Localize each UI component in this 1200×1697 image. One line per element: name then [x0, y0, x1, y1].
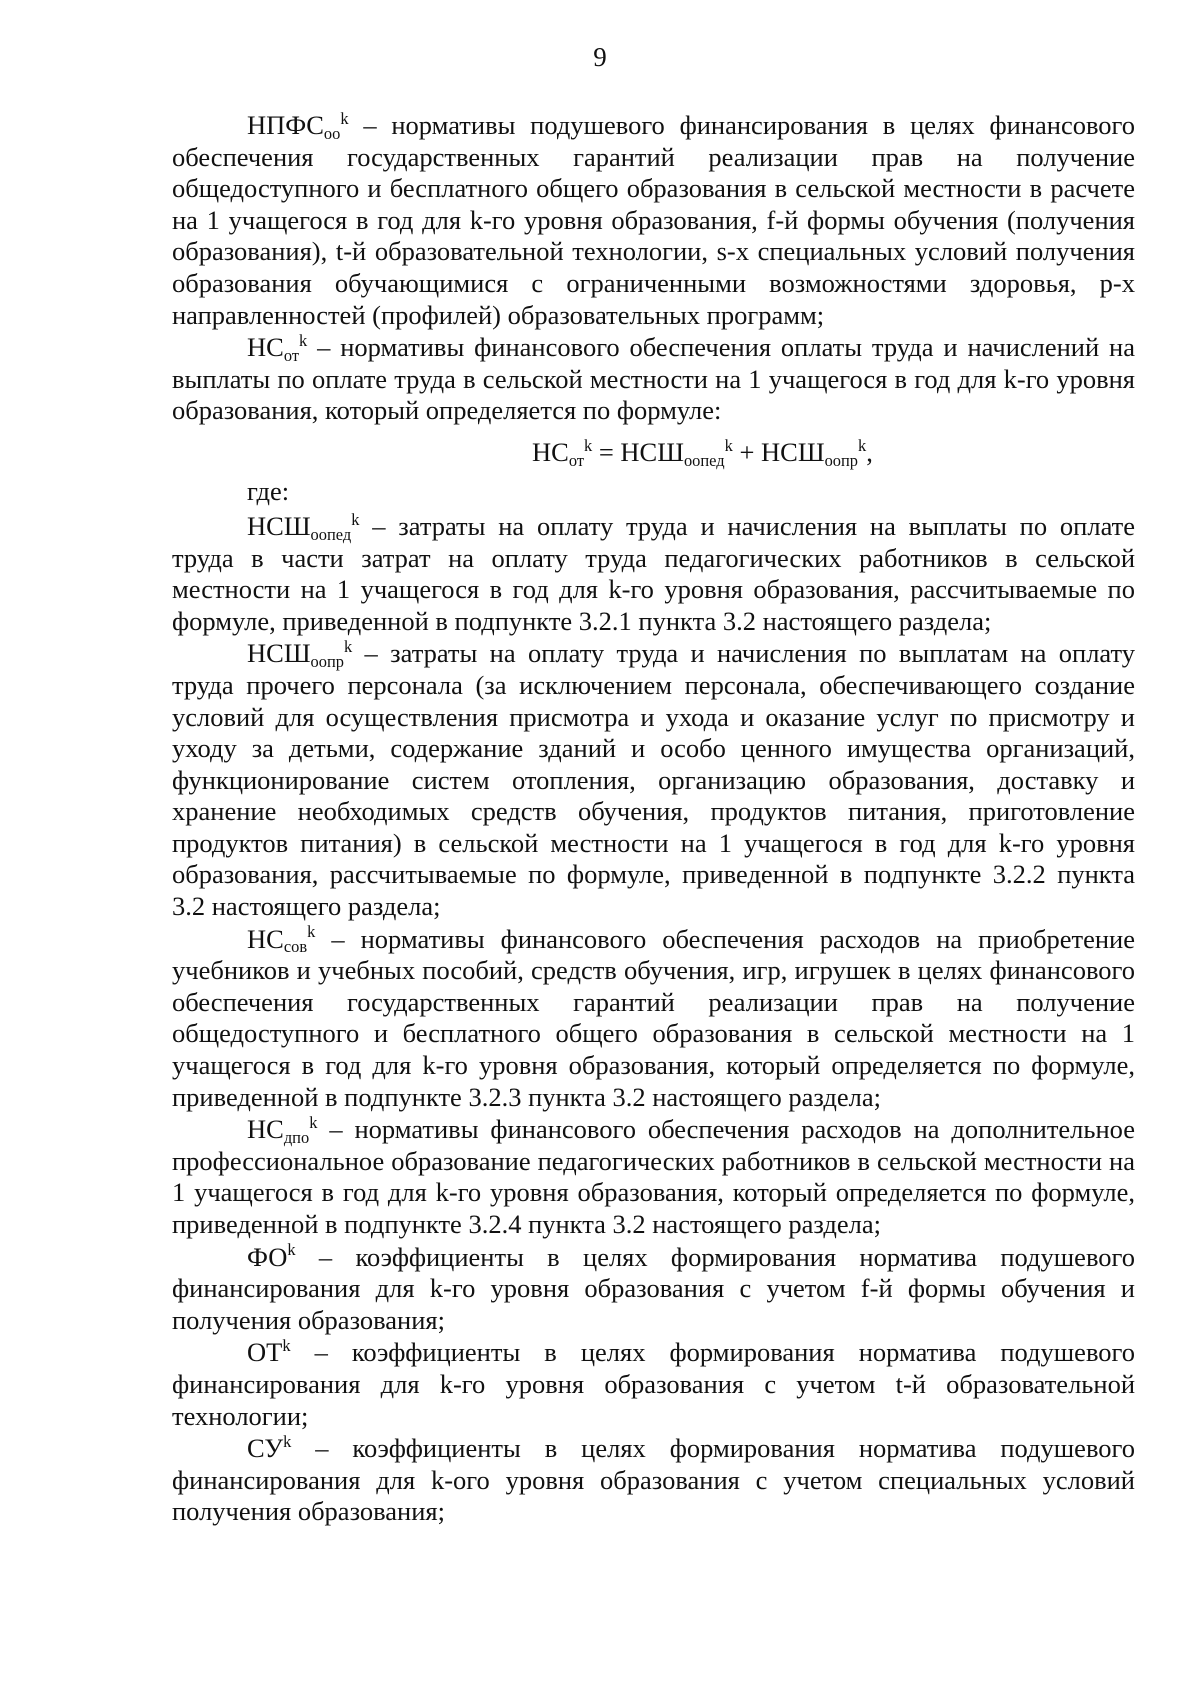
- term-subscript: сов: [283, 937, 308, 957]
- term-ns-ot: [247, 330, 308, 365]
- term-base: НС: [247, 1114, 284, 1145]
- where-label: где:: [247, 475, 290, 506]
- term-subscript: оопед: [310, 524, 352, 544]
- formula-term2-subscript: оопр: [824, 450, 858, 470]
- term-superscript: k: [343, 637, 353, 657]
- definition-text: – затраты на оплату труда и начисления на выплаты по оплате труда в части затрат на оплату труда педагогических работников в сельской местности на 1 учащегося в год для k-го уровня образования, рассчитываемые по формуле, приведенной в подпункте 3.2.1 пункта 3.2 настоящего раздела;: [172, 510, 1135, 636]
- term-superscript: k: [351, 509, 360, 529]
- term-base: НС: [247, 923, 284, 954]
- definition-ns-sov: [172, 924, 1135, 1114]
- term-superscript: k: [299, 330, 308, 350]
- term-superscript: k: [287, 1240, 296, 1260]
- definition-text: – коэффициенты в целях формирования норматива подушевого финансирования для k-го уровня образования с учетом f-й формы обучения и получения образования;: [172, 1241, 1135, 1335]
- formula-term1-subscript: оопед: [683, 450, 725, 470]
- term-superscript: k: [282, 1336, 291, 1356]
- term-fo: [247, 1242, 296, 1272]
- formula-term1-superscript: k: [724, 435, 733, 455]
- definition-fo: [172, 1242, 1135, 1337]
- term-subscript: от: [283, 345, 299, 365]
- definition-text: – нормативы финансового обеспечения оплаты труда и начислений на выплаты по оплате труда в сельской местности на 1 учащегося в год для k-го уровня образования, который определяется по формуле:: [172, 332, 1135, 426]
- formula-term2-superscript: k: [858, 435, 867, 455]
- definition-nssh-ooped: [172, 511, 1135, 637]
- definition-text: – затраты на оплату труда и начисления по выплатам на оплату труда прочего персонала (за исключением персонала, обеспечивающего создание условий для осуществления присмотра и ухода и оказание услуг по присмотру и уходу за детьми, содержание зданий и особо ценного имущества организаций, функционирование систем отопления, организацию образования, доставку и хранение необходимых средств обучения, продуктов питания, приготовление продуктов питания) в сельской местности на 1 учащегося в год для k-го уровня образования, рассчитываемые по формуле, приведенной в подпункте 3.2.2 пункта 3.2 настоящего раздела;: [172, 638, 1135, 922]
- formula-lhs-superscript: k: [584, 435, 593, 455]
- term-ot: [247, 1337, 291, 1367]
- term-base: ОТ: [247, 1337, 283, 1368]
- definition-su: [172, 1433, 1135, 1528]
- term-nssh-ooped: [247, 509, 360, 544]
- term-base: НСШ: [247, 510, 311, 541]
- definition-text: – коэффициенты в целях формирования норматива подушевого финансирования для k-го уровня образования с учетом t-й образовательной технологии;: [172, 1337, 1135, 1431]
- formula-lhs-subscript: от: [568, 450, 584, 470]
- formula-plus: +: [732, 436, 762, 467]
- definition-text: – коэффициенты в целях формирования норматива подушевого финансирования для k-ого уровня образования с учетом специальных условий получения образования;: [172, 1433, 1135, 1527]
- term-superscript: k: [283, 1431, 292, 1451]
- formula-lhs-base: НС: [532, 436, 569, 467]
- term-su: [247, 1433, 291, 1463]
- formula-term2-base: НСШ: [761, 436, 825, 467]
- formula-equals: =: [592, 436, 621, 467]
- definition-ot: [172, 1337, 1135, 1432]
- term-ns-sov: [247, 922, 316, 957]
- definition-ns-ot: [172, 332, 1135, 427]
- definition-npfs: [172, 110, 1135, 331]
- term-base: НС: [247, 332, 284, 363]
- page-number: 9: [593, 42, 607, 72]
- term-superscript: k: [307, 922, 316, 942]
- term-subscript: оопр: [310, 651, 344, 671]
- definition-text: – нормативы финансового обеспечения расходов на приобретение учебников и учебных пособий, средств обучения, игр, игрушек в целях финансового обеспечения государственных гарантий реализации прав на получение общедоступного и бесплатного общего образования в сельской местности на 1 учащегося в год для k-го уровня образования, который определяется по формуле, приведенной в подпункте 3.2.3 пункта 3.2 настоящего раздела;: [172, 923, 1135, 1112]
- term-superscript: k: [309, 1113, 318, 1133]
- term-subscript: дпо: [283, 1127, 310, 1147]
- term-base: НСШ: [247, 638, 311, 669]
- formula-end: ,: [866, 436, 873, 467]
- formula-term1-base: НСШ: [620, 436, 684, 467]
- formula-ns-ot: [172, 433, 1135, 471]
- document-body: [172, 110, 1135, 1528]
- term-npfs: [247, 108, 349, 143]
- term-superscript: k: [340, 108, 349, 128]
- term-subscript: оо: [323, 123, 341, 143]
- definition-nssh-oopr: [172, 638, 1135, 922]
- term-base: НПФС: [247, 110, 324, 140]
- term-base: ФО: [247, 1241, 288, 1272]
- definition-ns-dpo: [172, 1114, 1135, 1240]
- term-ns-dpo: [247, 1113, 318, 1147]
- term-base: СУ: [247, 1433, 284, 1464]
- term-nssh-oopr: [247, 637, 353, 671]
- definition-text: – нормативы финансового обеспечения расходов на дополнительное профессиональное образование педагогических работников в сельской местности на 1 учащегося в год для k-го уровня образования, который определяется по формуле, приведенной в подпункте 3.2.4 пункта 3.2 настоящего раздела;: [172, 1114, 1135, 1239]
- definition-text: – нормативы подушевого финансирования в целях финансового обеспечения государственных гарантий реализации прав на получение общедоступного и бесплатного общего образования в сельской местности в расчете на 1 учащегося в год для k-го уровня образования, f-й формы обучения (получения образования), t-й образовательной технологии, s-х специальных условий получения образования обучающимися с ограниченными возможностями здоровья, p-х направленностей (профилей) образовательных программ;: [172, 110, 1135, 330]
